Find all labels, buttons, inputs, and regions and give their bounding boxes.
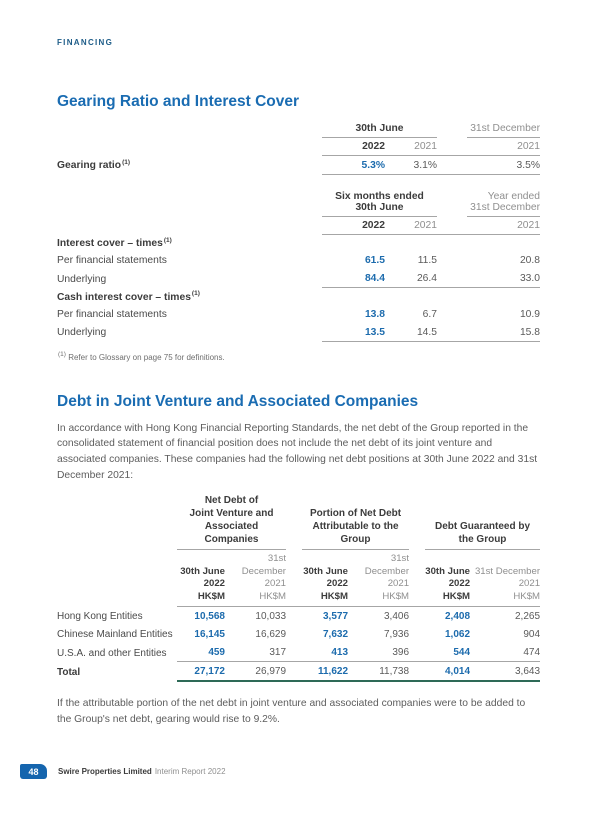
gearing-2022-value: 5.3% [322, 155, 385, 174]
page-number-badge: 48 [20, 764, 47, 779]
footer-text [58, 767, 226, 776]
footer-report-title: Interim Report 2022 [154, 767, 226, 776]
footer-company: Swire Properties Limited [58, 767, 152, 776]
net-debt-group-header-row [57, 495, 540, 550]
table-row: Per financial statements 61.5 11.5 20.8 [57, 255, 540, 267]
footnote-text: Refer to Glossary on page 75 for definitions. [68, 352, 225, 362]
net-debt-table [57, 495, 540, 682]
interest-cover-category-row: Interest cover – times$^{(1)}$ [57, 236, 172, 250]
footnote [57, 353, 540, 362]
table-row-hong-kong: Hong Kong Entities 10,568 10,033 3,577 3,406 2,408 2,265 [57, 611, 541, 623]
subheader-jv-2021: 31st December 2021 HK$M [225, 550, 286, 606]
year-2021: 2021 [385, 138, 437, 156]
footnote-ref: (1) [122, 158, 131, 166]
subheader-guaranteed-2022: 30th June 2022 HK$M [409, 550, 470, 606]
subheader-jv-2022: 30th June 2022 HK$M [177, 550, 225, 606]
gearing-years-row [57, 138, 540, 156]
col-group-portion-attributable: Portion of Net Debt Attributable to the Group [302, 508, 409, 550]
subheader-guaranteed-2021: 31st December 2021 HK$M [470, 550, 540, 606]
subheader-portion-2022: 30th June 2022 HK$M [286, 550, 348, 606]
debt-outro-paragraph: If the attributable portion of the net debt in joint venture and associated companies were to be added to the Group's net debt, gearing would rise to 9.2%. [57, 698, 526, 725]
col-group-31st-december: 31st December [467, 123, 540, 138]
gearing-2021-value: 3.1% [385, 155, 437, 174]
gearing-ratio-row [57, 155, 540, 174]
col-group-year-ended: Year ended 31st December [467, 191, 540, 217]
table-row-chinese-mainland: Chinese Mainland Entities 16,145 16,629 7,632 7,936 1,062 904 [57, 629, 541, 641]
col-group-net-debt-jv: Net Debt of Joint Venture and Associated Companies [177, 495, 286, 550]
footnote-marker: (1) [58, 351, 66, 359]
cash-interest-cover-category-row: Cash interest cover – times$^{(1)}$ [57, 290, 200, 303]
debt-section-title: Debt in Joint Venture and Associated Companies [57, 392, 419, 410]
interest-cover-table [57, 191, 540, 342]
gearing-ratio-label: Gearing ratio [57, 160, 122, 172]
page-footer [20, 764, 226, 779]
gearing-ratio-table [57, 123, 540, 175]
footnote-ref: (1) [191, 290, 200, 298]
interest-group-header-row [57, 191, 540, 217]
table-row: Underlying 84.4 26.4 33.0 [57, 269, 540, 288]
year-2021: 2021 [385, 217, 437, 235]
section-eyebrow: FINANCING [57, 38, 114, 47]
net-debt-subheader-row [57, 550, 540, 606]
table-row: Per financial statements 13.8 6.7 10.9 [57, 308, 540, 320]
interest-years-row [57, 217, 540, 235]
subheader-portion-2021: 31st December 2021 HK$M [348, 550, 409, 606]
year-2022: 2022 [322, 217, 385, 235]
footnote-ref: (1) [163, 236, 172, 244]
year-2021-dec: 2021 [437, 138, 540, 156]
year-2021-dec: 2021 [437, 217, 540, 235]
col-group-30th-june: 30th June [322, 123, 437, 138]
debt-intro-paragraph: In accordance with Hong Kong Financial Reporting Standards, the net debt of the Group reported in the consolidated statement of financial position does not include the net debt of its joint venture and associated companies. These companies had the following net debt positions at 30th June 2022 and 31st December 2021: [57, 422, 538, 481]
gearing-group-header-row [57, 123, 540, 138]
col-group-debt-guaranteed: Debt Guaranteed by the Group [425, 521, 540, 551]
table-row: Underlying 13.5 14.5 15.8 [57, 323, 540, 342]
gearing-2021-dec-value: 3.5% [437, 155, 540, 174]
table-row-usa-other: U.S.A. and other Entities 459 317 413 396 544 474 [57, 647, 541, 659]
year-2022: 2022 [322, 138, 385, 156]
gearing-section-title: Gearing Ratio and Interest Cover [57, 93, 300, 110]
table-row-total: Total 27,172 26,979 11,622 11,738 4,014 3,643 [57, 662, 540, 682]
col-group-six-months: Six months ended 30th June [322, 191, 437, 217]
